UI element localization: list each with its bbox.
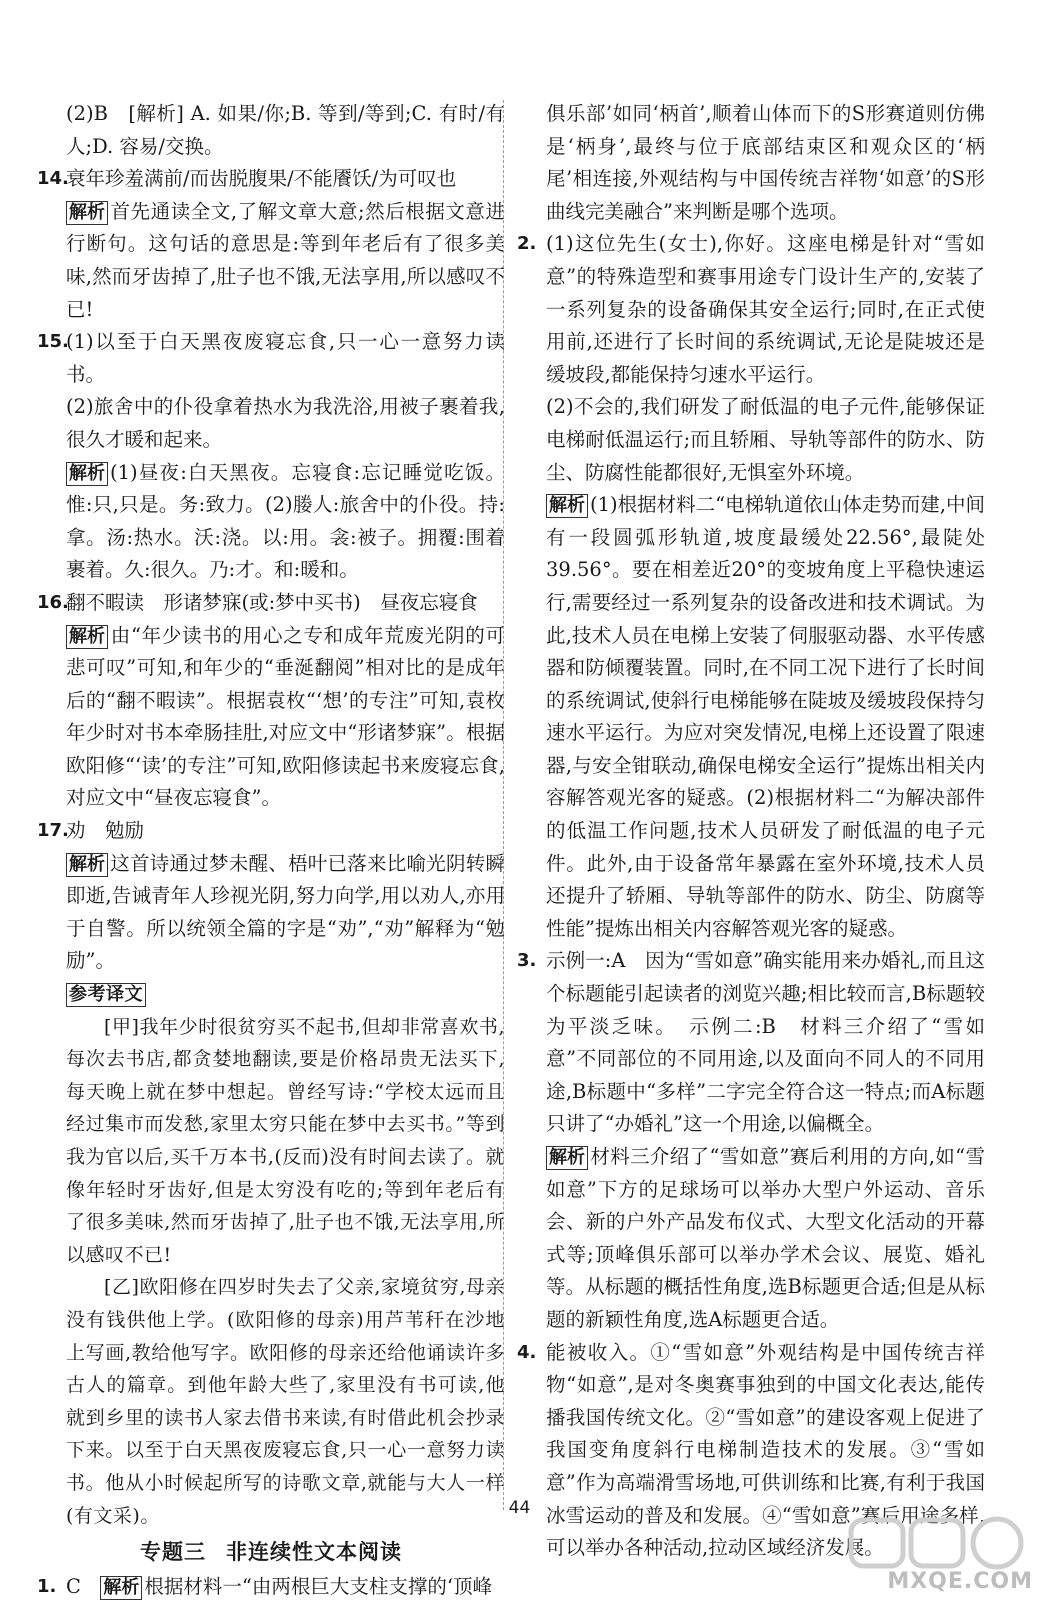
translation-yi: [乙]欧阳修在四岁时失去了父亲,家境贫穷,母亲没有钱供他上学。(欧阳修的母亲)用芦苇秆在沙地上写画,教给他写字。欧阳修的母亲还给他诵读许多古人的篇章。到他年龄大些了,家里没有书可读,他就到乡里的读书人家去借书来读,有时借此机会抄录下来。以至于白天黑夜废寝忘食,只一心一意努力读书。他从小时候起所写的诗歌文章,就能与大人一样(有文采)。 [66, 1276, 505, 1527]
analysis-16: 解析 由“年少读书的用心之专和成年荒废光阴的可悲可叹”可知,和年少的“垂涎翻阅”相对比的是成年后的“翻不暇读”。根据袁枚“‘想’的专注”可知,袁枚年少时对书本牵肠挂肚,对应文中“形诸梦寐”。根据欧阳修“‘读’的专注”可知,欧阳修读起书来废寝忘食,对应文中“昼夜忘寝食”。 [66, 623, 505, 810]
answer-14: 14. 衰年珍羞满前/而齿脱腹果/不能餍饫/为可叹也 [37, 167, 457, 191]
answer-13-2: (2)B [解析] A. 如果/你;B. 等到/等到;C. 有时/有人;D. 容易/交换。 [66, 102, 505, 158]
right-column [517, 98, 985, 1565]
answer-s3-1: 1. C 解析 根据材料一“由两根巨大支柱支撑的‘顶峰 [37, 1574, 493, 1598]
watermark-logo-icon [833, 1514, 1033, 1572]
answer-s3-1-cont: 俱乐部’如同‘柄首’,顺着山体而下的S形赛道则仿佛是‘柄身’,最终与位于底部结束区和观众区的‘柄尾’相连接,外观结构与中国传统吉祥物‘如意’的S形曲线完美融合”来判断是哪个选项。 [546, 102, 985, 223]
analysis-15: 解析 (1)昼夜:白天黑夜。忘寝食:忘记睡觉吃饭。惟:只,只是。务:致力。(2)媵人:旅舍中的仆役。持:拿。汤:热水。沃:浇。以:用。衾:被子。拥覆:围着裹着。久:很久。乃:才。和:暖和。 [66, 460, 505, 582]
answer-s3-2-2: (2)不会的,我们研发了耐低温的电子元件,能够保证电梯耐低温运行;而且轿厢、导轨等部件的防水、防尘、防腐性能都很好,无惧室外环境。 [546, 395, 985, 484]
answer-17: 17. 劝 勉励 [37, 819, 145, 843]
answer-15-1: 15. (1)以至于白天黑夜废寝忘食,只一心一意努力读书。 [37, 330, 505, 386]
section-title: 专题三 非连续性文本阅读 [140, 1540, 402, 1565]
watermark-text: MXQE.COM [887, 1569, 1033, 1594]
reference-translation [37, 978, 505, 1532]
watermark [833, 1514, 1033, 1594]
translation-jia: [甲]我年少时很贫穷买不起书,但却非常喜欢书,每次去书店,都贪婪地翻读,要是价格昂贵无法买下,每天晚上就在梦中想起。曾经写诗:“学校太远而且经过集市而发愁,家里太穷只能在梦中去买书。”等到我为官以后,买千万本书,(反而)没有时间去读了。就像年轻时牙齿好,但是太穷没有吃的;等到年老后有了很多美味,然而牙齿掉了,肚子也不饿,无法享用,所以感叹不已! [66, 1015, 505, 1266]
analysis-tag: 解析 [100, 1576, 142, 1600]
translation-tag: 参考译文 [66, 983, 146, 1007]
answer-s3-3: 3. 示例一:A 因为“雪如意”确实能用来办婚礼,而且这个标题能引起读者的浏览兴趣;相比较而言,B标题较为平淡乏味。 示例二:B 材料三介绍了“雪如意”不同部位的不同用途,以及面向不同人的不同用途,B标题中“多样”二字完全符合这一特点;而A标题只讲了“办婚礼”这一个用途,以偏概全。 [517, 949, 985, 1136]
analysis-tag: 解析 [546, 1146, 588, 1170]
analysis-14: 解析 首先通读全文,了解文章大意;然后根据文意进行断句。这句话的意思是:等到年老后有了很多美味,然而牙齿掉了,肚子也不饿,无法享用,所以感叹不已! [66, 199, 505, 321]
left-column [37, 98, 505, 1603]
analysis-tag: 解析 [66, 625, 108, 649]
analysis-tag: 解析 [546, 494, 588, 518]
column-divider [503, 100, 504, 1510]
answer-s3-2-1: 2. (1)这位先生(女士),你好。这座电梯是针对“雪如意”的特殊造型和赛事用途专门设计生产的,安装了一系列复杂的设备确保其安全运行;同时,在正式使用前,还进行了长时间的系统调试,无论是陡坡还是缓坡段,都能保持匀速水平运行。 [517, 232, 985, 386]
analysis-tag: 解析 [66, 201, 108, 225]
analysis-tag: 解析 [66, 462, 108, 486]
analysis-s3-3: 解析 材料三介绍了“雪如意”赛后利用的方向,如“雪如意”下方的足球场可以举办大型户外运动、音乐会、新的户外产品发布仪式、大型文化活动的开幕式等;顶峰俱乐部可以举办学术会议、展览、婚礼等。从标题的概括性角度,选B标题更合适;但是从标题的新颖性角度,选A标题更合适。 [546, 1145, 985, 1331]
analysis-s3-2: 解析 (1)根据材料二“电梯轨道依山体走势而建,中间有一段圆弧形轨道,坡度最缓处22.56°,最陡处39.56°。要在相差近20°的变坡角度上平稳快速运行,需要经过一系列复杂的设备改进和技术调试。为此,技术人员在电梯上安装了伺服驱动器、水平传感器和防倾覆装置。同时,在不同工况下进行了长时间的系统调试,使斜行电梯能够在陡坡及缓坡段保持匀速水平运行。为应对突发情况,电梯上还设置了限速器,与安全钳联动,确保电梯安全运行”提炼出相关内容解答观光客的疑惑。(2)根据材料二“为解决部件的低温工作问题,技术人员研发了耐低温的电子元件。此外,由于设备常年暴露在室外环境,技术人员还提升了轿厢、导轨等部件的防水、防尘、防腐等性能”提炼出相关内容解答观光客的疑惑。 [546, 493, 985, 940]
analysis-tag: 解析 [66, 853, 108, 877]
analysis-17: 解析 这首诗通过梦未醒、梧叶已落来比喻光阴转瞬即逝,告诫青年人珍视光阴,努力向学,用以劝人,亦用于自警。所以统领全篇的字是“劝”,“劝”解释为“勉励”。 [66, 851, 505, 973]
answer-s3-4: 4. 能被收入。①“雪如意”外观结构是中国传统吉祥物“如意”,是对冬奥赛事独到的中国文化表达,能传播我国传统文化。②“雪如意”的建设客观上促进了我国变角度斜行电梯制造技术的发展。③“雪如意”作为高端滑雪场地,可供训练和比赛,有利于我国冰雪运动的普及和发展。④“雪如意”赛后用途多样,可以举办各种活动,拉动区域经济发展。 [517, 1340, 985, 1560]
page-number: 44 [508, 1498, 531, 1518]
answer-16: 16. 翻不暇读 形诸梦寐(或:梦中买书) 昼夜忘寝食 [37, 590, 478, 614]
answer-15-2: (2)旅舍中的仆役拿着热水为我洗浴,用被子裹着我,很久才暖和起来。 [66, 395, 505, 451]
